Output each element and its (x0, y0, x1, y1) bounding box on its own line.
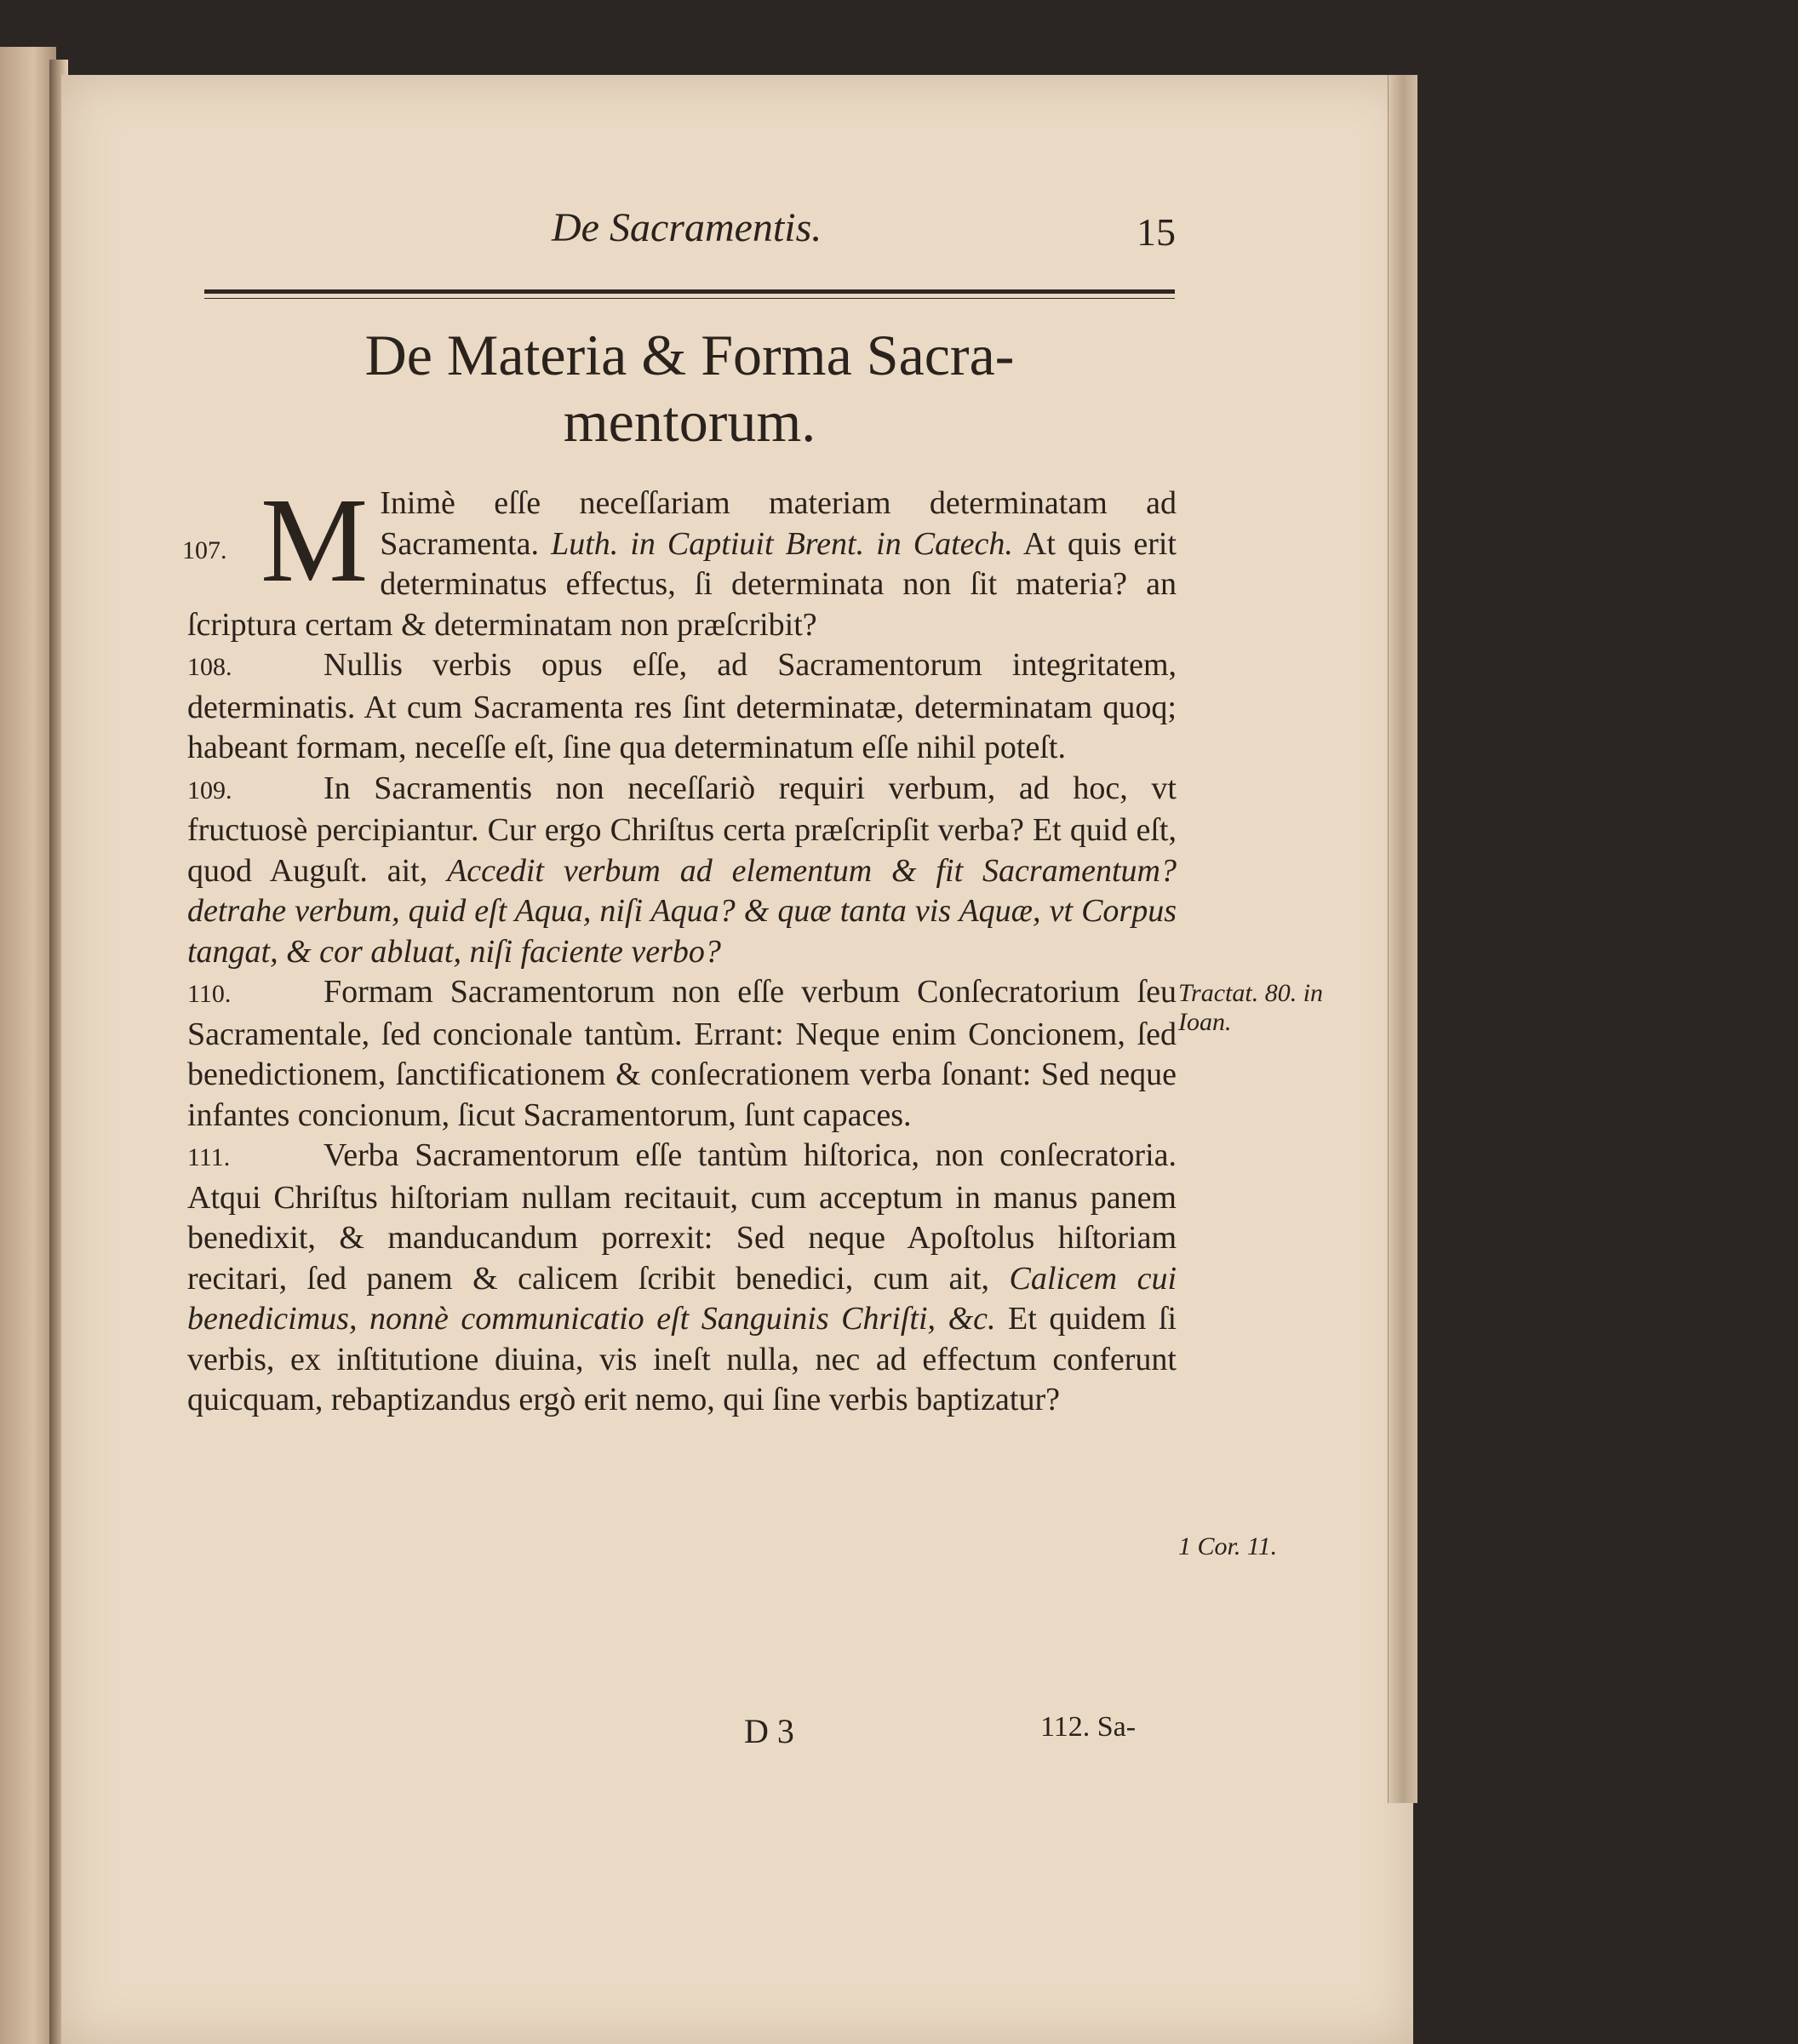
section-title-line-2: mentorum. (563, 389, 816, 454)
header-rule (204, 289, 1175, 294)
paragraph-110 (187, 972, 1177, 1136)
paragraph-text: Formam Sacramentorum non eſſe verbum Conſecratorium ſeu Sacramentale, ſed concionale tantùm. Errant: Neque enim Concionem, ſed benedictionem, ſanctificationem & conſecrationem verba ſonant: Sed neque infantes concionum, ſicut Sacramentorum, ſunt capaces. (187, 974, 1177, 1133)
catchword: 112. Sa- (1040, 1711, 1137, 1743)
section-title (204, 322, 1175, 455)
paragraph-number: 107. (182, 536, 227, 564)
paragraph-109 (187, 769, 1177, 973)
augustine-quote: Accedit verbum ad elementum & fit Sacramentum? detrahe verbum, quid eſt Aqua, niſi Aqua? & quæ tanta vis Aquæ, vt Corpus tangat, & cor abluat, niſi faciente verbo? (187, 852, 1177, 970)
paragraph-text: Inimè eſſe neceſſariam materiam determinatam ad Sacramenta. (380, 485, 1177, 562)
facing-page-edge (0, 47, 56, 2044)
paragraph-108 (187, 645, 1177, 769)
page-number: 15 (1137, 210, 1176, 254)
paragraph-text: Verba Sacramentorum eſſe tantùm hiſtorica, non conſecratoria. Atqui Chriſtus hiſtoriam nullam recitauit, cum acceptum in manus panem benedixit, & manducandum porrexit: Sed neque Apoſtolus hiſtoriam recitari, ſed panem & calicem ſcribit benedici, cum ait, (187, 1137, 1177, 1297)
paragraph-number: 111. (187, 1143, 231, 1171)
paragraph-number: 108. (187, 653, 232, 681)
running-title: De Sacramentis. (552, 205, 822, 250)
body-text (182, 472, 1177, 1421)
marginal-note-tractat (1178, 979, 1323, 1037)
marginal-note-line-1: Tractat. 80. in (1178, 979, 1324, 1007)
running-head (204, 198, 1175, 257)
signature-mark: D 3 (744, 1712, 794, 1750)
paragraph-107 (182, 472, 1177, 645)
reference-citation: Luth. in Captiuit Brent. in Catech. (551, 525, 1013, 562)
page-fore-edge (1388, 75, 1417, 1803)
corinthians-quote: Calicem cui benedicimus, nonnè communicatio eſt Sanguinis Chriſti, &c. (187, 1260, 1177, 1337)
marginal-note-line-2: Ioan. (1178, 1008, 1232, 1036)
paragraph-text: Nullis verbis opus eſſe, ad Sacramentorum integritatem, determinatis. At cum Sacramenta res ſint determinatæ, determinatam quoq; habeant formam, neceſſe eſt, ſine qua determinatum eſſe nihil poteſt. (187, 647, 1177, 765)
paragraph-text-rest: Et quidem ſi verbis, ex inſtitutione diuina, vis ineſt nulla, nec ad effectum conferunt quicquam, rebaptizandus ergò erit nemo, qui ſine verbis baptizatur? (187, 1301, 1177, 1417)
paragraph-number: 110. (187, 980, 232, 1008)
section-title-line-1: De Materia & Forma Sacra- (364, 323, 1015, 387)
paragraph-number: 109. (187, 776, 232, 804)
paragraph-111 (187, 1136, 1177, 1421)
drop-capital: M (261, 472, 369, 607)
paragraph-text: In Sacramentis non neceſſariò requiri verbum, ad hoc, vt fructuosè percipiantur. Cur ergo Chriſtus certa præſcripſit verba? Et quid eſt, quod Auguſt. ait, (187, 770, 1177, 889)
header-rule-thin (204, 298, 1175, 299)
marginal-note-corinthians: 1 Cor. 11. (1178, 1532, 1278, 1560)
paragraph-text-rest: At quis erit determinatus effectus, ſi determinata non ſit materia? an ſcriptura certam & determinatam non præſcribit? (187, 525, 1177, 643)
